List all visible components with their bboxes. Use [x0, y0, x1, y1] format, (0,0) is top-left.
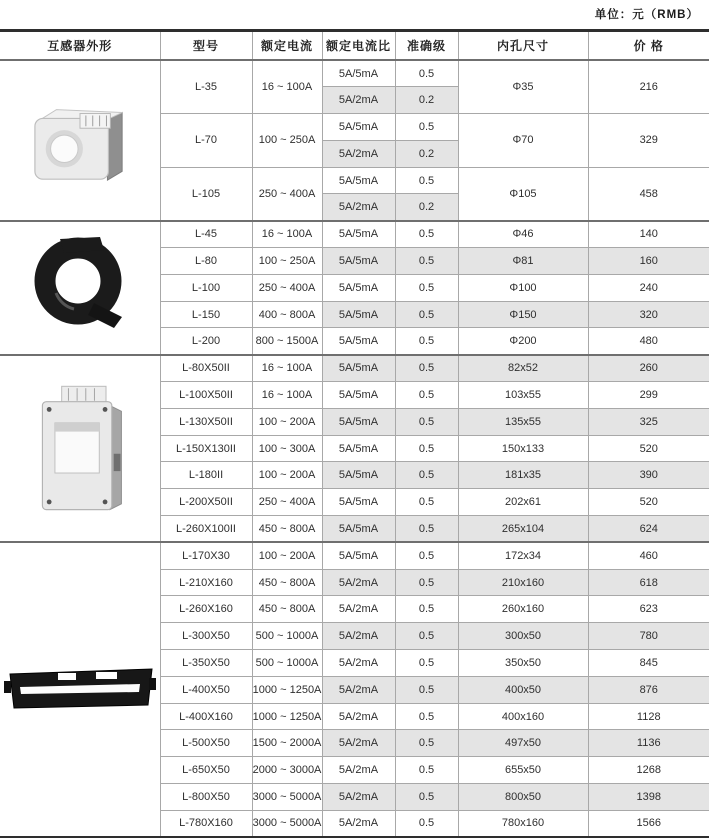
current-ratio-cell: 5A/2mA: [322, 569, 395, 596]
rated-current-cell: 16 ~ 100A: [252, 60, 322, 114]
ring-transformer-photo: [34, 233, 126, 339]
col-header-current-ratio: 额定电流比: [322, 31, 395, 61]
current-ratio-cell: 5A/2mA: [322, 623, 395, 650]
current-ratio-cell: 5A/2mA: [322, 676, 395, 703]
price-cell: 520: [588, 489, 709, 516]
accuracy-class-cell: 0.2: [395, 87, 458, 114]
rated-current-cell: 100 ~ 200A: [252, 462, 322, 489]
model-cell: L-400X160: [160, 703, 252, 730]
current-ratio-cell: 5A/5mA: [322, 60, 395, 87]
hole-size-cell: 400x50: [458, 676, 588, 703]
price-cell: 390: [588, 462, 709, 489]
photo-cell: [0, 60, 160, 221]
price-cell: 320: [588, 301, 709, 328]
price-cell: 458: [588, 167, 709, 221]
box-transformer-photo: [21, 90, 139, 188]
transformer-price-table: [0, 29, 709, 838]
price-cell: 329: [588, 114, 709, 168]
hole-size-cell: 350x50: [458, 650, 588, 677]
model-cell: L-150: [160, 301, 252, 328]
current-ratio-cell: 5A/2mA: [322, 784, 395, 811]
price-cell: 1268: [588, 757, 709, 784]
current-ratio-cell: 5A/2mA: [322, 596, 395, 623]
model-cell: L-105: [160, 167, 252, 221]
accuracy-class-cell: 0.5: [395, 730, 458, 757]
accuracy-class-cell: 0.5: [395, 114, 458, 141]
price-cell: 1398: [588, 784, 709, 811]
bar-transformer-photo: [4, 664, 156, 712]
hole-size-cell: Φ200: [458, 328, 588, 355]
hole-size-cell: 172x34: [458, 542, 588, 569]
price-cell: 216: [588, 60, 709, 114]
hole-size-cell: 497x50: [458, 730, 588, 757]
hole-size-cell: 300x50: [458, 623, 588, 650]
model-cell: L-210X160: [160, 569, 252, 596]
model-cell: L-260X160: [160, 596, 252, 623]
accuracy-class-cell: 0.5: [395, 435, 458, 462]
price-cell: 160: [588, 248, 709, 275]
hole-size-cell: Φ35: [458, 60, 588, 114]
accuracy-class-cell: 0.5: [395, 757, 458, 784]
rated-current-cell: 500 ~ 1000A: [252, 623, 322, 650]
rated-current-cell: 400 ~ 800A: [252, 301, 322, 328]
hole-size-cell: 265x104: [458, 516, 588, 543]
current-ratio-cell: 5A/5mA: [322, 114, 395, 141]
frame-transformer-photo: [27, 378, 133, 516]
accuracy-class-cell: 0.5: [395, 462, 458, 489]
model-cell: L-45: [160, 221, 252, 248]
model-cell: L-80X50II: [160, 355, 252, 382]
hole-size-cell: Φ100: [458, 274, 588, 301]
current-ratio-cell: 5A/5mA: [322, 542, 395, 569]
current-ratio-cell: 5A/2mA: [322, 757, 395, 784]
rated-current-cell: 100 ~ 300A: [252, 435, 322, 462]
rated-current-cell: 250 ~ 400A: [252, 167, 322, 221]
accuracy-class-cell: 0.5: [395, 489, 458, 516]
current-ratio-cell: 5A/5mA: [322, 408, 395, 435]
model-cell: L-400X50: [160, 676, 252, 703]
model-cell: L-170X30: [160, 542, 252, 569]
accuracy-class-cell: 0.5: [395, 516, 458, 543]
rated-current-cell: 100 ~ 250A: [252, 114, 322, 168]
hole-size-cell: Φ81: [458, 248, 588, 275]
unit-label: 单位：元（RMB）: [594, 9, 699, 21]
rated-current-cell: 450 ~ 800A: [252, 516, 322, 543]
accuracy-class-cell: 0.5: [395, 703, 458, 730]
price-cell: 623: [588, 596, 709, 623]
rated-current-cell: 800 ~ 1500A: [252, 328, 322, 355]
accuracy-class-cell: 0.5: [395, 596, 458, 623]
table-row: [0, 221, 709, 248]
current-ratio-cell: 5A/5mA: [322, 355, 395, 382]
table-row: [0, 60, 709, 87]
hole-size-cell: 82x52: [458, 355, 588, 382]
current-ratio-cell: 5A/5mA: [322, 462, 395, 489]
accuracy-class-cell: 0.5: [395, 328, 458, 355]
price-cell: 140: [588, 221, 709, 248]
rated-current-cell: 450 ~ 800A: [252, 569, 322, 596]
hole-size-cell: 135x55: [458, 408, 588, 435]
model-cell: L-500X50: [160, 730, 252, 757]
rated-current-cell: 1500 ~ 2000A: [252, 730, 322, 757]
price-cell: 1566: [588, 810, 709, 837]
rated-current-cell: 16 ~ 100A: [252, 355, 322, 382]
accuracy-class-cell: 0.5: [395, 248, 458, 275]
hole-size-cell: 202x61: [458, 489, 588, 516]
rated-current-cell: 250 ~ 400A: [252, 489, 322, 516]
col-header-appearance: 互感器外形: [0, 31, 160, 61]
current-ratio-cell: 5A/5mA: [322, 489, 395, 516]
current-ratio-cell: 5A/5mA: [322, 328, 395, 355]
model-cell: L-260X100II: [160, 516, 252, 543]
price-cell: 876: [588, 676, 709, 703]
model-cell: L-35: [160, 60, 252, 114]
rated-current-cell: 1000 ~ 1250A: [252, 676, 322, 703]
rated-current-cell: 100 ~ 200A: [252, 408, 322, 435]
accuracy-class-cell: 0.5: [395, 569, 458, 596]
rated-current-cell: 1000 ~ 1250A: [252, 703, 322, 730]
hole-size-cell: 800x50: [458, 784, 588, 811]
hole-size-cell: Φ105: [458, 167, 588, 221]
accuracy-class-cell: 0.2: [395, 194, 458, 221]
price-cell: 480: [588, 328, 709, 355]
price-cell: 1128: [588, 703, 709, 730]
model-cell: L-130X50II: [160, 408, 252, 435]
accuracy-class-cell: 0.5: [395, 676, 458, 703]
accuracy-class-cell: 0.5: [395, 167, 458, 194]
accuracy-class-cell: 0.5: [395, 810, 458, 837]
price-cell: 780: [588, 623, 709, 650]
current-ratio-cell: 5A/5mA: [322, 516, 395, 543]
hole-size-cell: Φ70: [458, 114, 588, 168]
model-cell: L-150X130II: [160, 435, 252, 462]
accuracy-class-cell: 0.5: [395, 650, 458, 677]
model-cell: L-100: [160, 274, 252, 301]
col-header-price: 价 格: [588, 31, 709, 61]
hole-size-cell: 150x133: [458, 435, 588, 462]
price-cell: 618: [588, 569, 709, 596]
col-header-accuracy-class: 准确级: [395, 31, 458, 61]
current-ratio-cell: 5A/2mA: [322, 810, 395, 837]
current-ratio-cell: 5A/2mA: [322, 730, 395, 757]
price-cell: 624: [588, 516, 709, 543]
price-cell: 460: [588, 542, 709, 569]
current-ratio-cell: 5A/2mA: [322, 703, 395, 730]
accuracy-class-cell: 0.2: [395, 140, 458, 167]
model-cell: L-80: [160, 248, 252, 275]
current-ratio-cell: 5A/5mA: [322, 167, 395, 194]
model-cell: L-200: [160, 328, 252, 355]
table-body: [0, 60, 709, 837]
rated-current-cell: 16 ~ 100A: [252, 382, 322, 409]
rated-current-cell: 2000 ~ 3000A: [252, 757, 322, 784]
accuracy-class-cell: 0.5: [395, 542, 458, 569]
table-row: [0, 355, 709, 382]
price-cell: 260: [588, 355, 709, 382]
photo-cell: [0, 542, 160, 837]
accuracy-class-cell: 0.5: [395, 301, 458, 328]
rated-current-cell: 3000 ~ 5000A: [252, 784, 322, 811]
col-header-model: 型号: [160, 31, 252, 61]
model-cell: L-350X50: [160, 650, 252, 677]
table-header-row: [0, 31, 709, 61]
photo-cell: [0, 355, 160, 543]
rated-current-cell: 100 ~ 250A: [252, 248, 322, 275]
hole-size-cell: 400x160: [458, 703, 588, 730]
accuracy-class-cell: 0.5: [395, 408, 458, 435]
accuracy-class-cell: 0.5: [395, 355, 458, 382]
hole-size-cell: 210x160: [458, 569, 588, 596]
hole-size-cell: Φ150: [458, 301, 588, 328]
price-cell: 845: [588, 650, 709, 677]
rated-current-cell: 3000 ~ 5000A: [252, 810, 322, 837]
model-cell: L-180II: [160, 462, 252, 489]
hole-size-cell: 655x50: [458, 757, 588, 784]
hole-size-cell: 260x160: [458, 596, 588, 623]
model-cell: L-300X50: [160, 623, 252, 650]
col-header-hole-size: 内孔尺寸: [458, 31, 588, 61]
price-cell: 299: [588, 382, 709, 409]
accuracy-class-cell: 0.5: [395, 382, 458, 409]
col-header-rated-current: 额定电流: [252, 31, 322, 61]
accuracy-class-cell: 0.5: [395, 221, 458, 248]
rated-current-cell: 16 ~ 100A: [252, 221, 322, 248]
current-ratio-cell: 5A/2mA: [322, 140, 395, 167]
current-ratio-cell: 5A/5mA: [322, 435, 395, 462]
price-cell: 325: [588, 408, 709, 435]
rated-current-cell: 500 ~ 1000A: [252, 650, 322, 677]
current-ratio-cell: 5A/5mA: [322, 301, 395, 328]
hole-size-cell: 181x35: [458, 462, 588, 489]
current-ratio-cell: 5A/2mA: [322, 650, 395, 677]
model-cell: L-800X50: [160, 784, 252, 811]
current-ratio-cell: 5A/5mA: [322, 221, 395, 248]
accuracy-class-cell: 0.5: [395, 274, 458, 301]
table-row: [0, 542, 709, 569]
model-cell: L-200X50II: [160, 489, 252, 516]
current-ratio-cell: 5A/5mA: [322, 274, 395, 301]
accuracy-class-cell: 0.5: [395, 623, 458, 650]
accuracy-class-cell: 0.5: [395, 784, 458, 811]
current-ratio-cell: 5A/2mA: [322, 87, 395, 114]
current-ratio-cell: 5A/2mA: [322, 194, 395, 221]
model-cell: L-650X50: [160, 757, 252, 784]
hole-size-cell: Φ46: [458, 221, 588, 248]
rated-current-cell: 250 ~ 400A: [252, 274, 322, 301]
rated-current-cell: 450 ~ 800A: [252, 596, 322, 623]
model-cell: L-100X50II: [160, 382, 252, 409]
hole-size-cell: 103x55: [458, 382, 588, 409]
photo-cell: [0, 221, 160, 355]
accuracy-class-cell: 0.5: [395, 60, 458, 87]
price-cell: 520: [588, 435, 709, 462]
hole-size-cell: 780x160: [458, 810, 588, 837]
model-cell: L-780X160: [160, 810, 252, 837]
rated-current-cell: 100 ~ 200A: [252, 542, 322, 569]
current-ratio-cell: 5A/5mA: [322, 382, 395, 409]
price-cell: 1136: [588, 730, 709, 757]
price-cell: 240: [588, 274, 709, 301]
model-cell: L-70: [160, 114, 252, 168]
current-ratio-cell: 5A/5mA: [322, 248, 395, 275]
